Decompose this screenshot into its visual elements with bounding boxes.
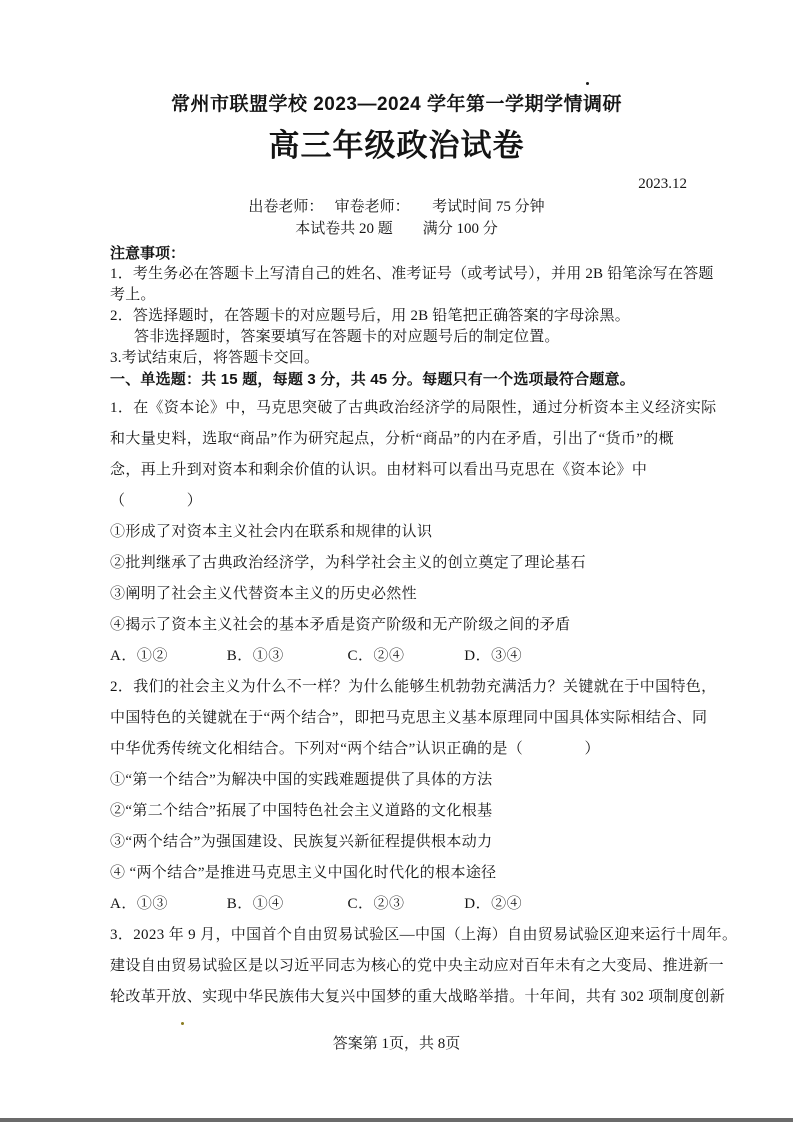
notice-line: 答非选择题时，答案要填写在答题卡的对应题号后的制定位置。	[134, 329, 560, 345]
stray-mark-dot	[586, 82, 589, 85]
section-heading: 一、单选题：共 15 题，每题 3 分，共 45 分。每题只有一个选项最符合题意。	[110, 371, 635, 388]
exam-info-teachers: 出卷老师： 审卷老师： 考试时间 75 分钟	[248, 199, 545, 215]
option-d: D．③④	[464, 648, 523, 664]
question-2	[110, 672, 717, 920]
question-line: 和大量史料，选取“商品”作为研究起点，分析“商品”的内在矛盾，引出了“货币”的概	[110, 431, 674, 447]
exam-title: 高三年级政治试卷	[268, 128, 525, 163]
statement-line: ④揭示了资本主义社会的基本矛盾是资产阶级和无产阶级之间的矛盾	[110, 617, 571, 633]
stray-mark-dot	[181, 1022, 184, 1025]
question-line: 念，再上升到对资本和剩余价值的认识。由材料可以看出马克思在《资本论》中	[110, 462, 648, 478]
page-number-footer: 答案第 1页，共 8页	[332, 1036, 461, 1052]
question-line: 中华优秀传统文化相结合。下列对“两个结合”认识正确的是（ ）	[110, 741, 600, 757]
statement-line: ④ “两个结合”是推进马克思主义中国化时代化的根本途径	[110, 865, 497, 881]
exam-date: 2023.12	[638, 176, 687, 192]
option-b: B．①③	[226, 648, 284, 664]
statement-line: ①形成了对资本主义社会内在联系和规律的认识	[110, 524, 433, 540]
notice-line: 1．考生务必在答题卡上写清自己的姓名、准考证号（或考试号），并用 2B 铅笔涂写在答题	[110, 266, 714, 282]
answer-bracket: （ ）	[110, 493, 203, 509]
school-header-line: 常州市联盟学校 2023—2024 学年第一学期学情调研	[170, 94, 623, 115]
notice-block	[110, 243, 714, 369]
option-d: D．②④	[464, 896, 523, 912]
options-row	[110, 641, 693, 672]
question-line: 1．在《资本论》中，马克思突破了古典政治经济学的局限性，通过分析资本主义经济实际	[110, 400, 717, 416]
option-c: C．②③	[347, 896, 405, 912]
notice-heading: 注意事项：	[110, 245, 186, 262]
questions-block	[110, 393, 738, 1013]
notice-line: 2．答选择题时，在答题卡的对应题号后，用 2B 铅笔把正确答案的字母涂黑。	[110, 308, 630, 324]
question-line: 3．2023 年 9 月，中国首个自由贸易试验区—中国（上海）自由贸易试验区迎来运行十周年。	[110, 927, 738, 943]
option-a: A．①③	[110, 896, 168, 912]
exam-info-paper: 本试卷共 20 题 满分 100 分	[295, 221, 498, 237]
notice-line: 考上。	[110, 287, 156, 303]
statement-line: ②批判继承了古典政治经济学，为科学社会主义的创立奠定了理论基石	[110, 555, 586, 571]
statement-line: ③“两个结合”为强国建设、民族复兴新征程提供根本动力	[110, 834, 493, 850]
question-1	[110, 393, 717, 672]
option-b: B．①④	[226, 896, 284, 912]
question-line: 建设自由贸易试验区是以习近平同志为核心的党中央主动应对百年未有之大变局、推进新一	[110, 958, 725, 974]
question-3	[110, 920, 738, 1013]
statement-line: ③阐明了社会主义代替资本主义的历史必然性	[110, 586, 418, 602]
question-line: 2．我们的社会主义为什么不一样？为什么能够生机勃勃充满活力？关键就在于中国特色，	[110, 679, 717, 695]
option-a: A．①②	[110, 648, 168, 664]
question-line: 中国特色的关键就在于“两个结合”，即把马克思主义基本原理同中国具体实际相结合、同	[110, 710, 708, 726]
option-c: C．②④	[347, 648, 405, 664]
statement-line: ②“第二个结合”拓展了中国特色社会主义道路的文化根基	[110, 803, 493, 819]
statement-line: ①“第一个结合”为解决中国的实践难题提供了具体的方法	[110, 772, 493, 788]
question-line: 轮改革开放、实现中华民族伟大复兴中国梦的重大战略举措。十年间，共有 302 项制度创新	[110, 989, 726, 1005]
options-row	[110, 889, 693, 920]
window-bottom-edge	[0, 1118, 793, 1122]
notice-line: 3.考试结束后，将答题卡交回。	[110, 350, 320, 366]
